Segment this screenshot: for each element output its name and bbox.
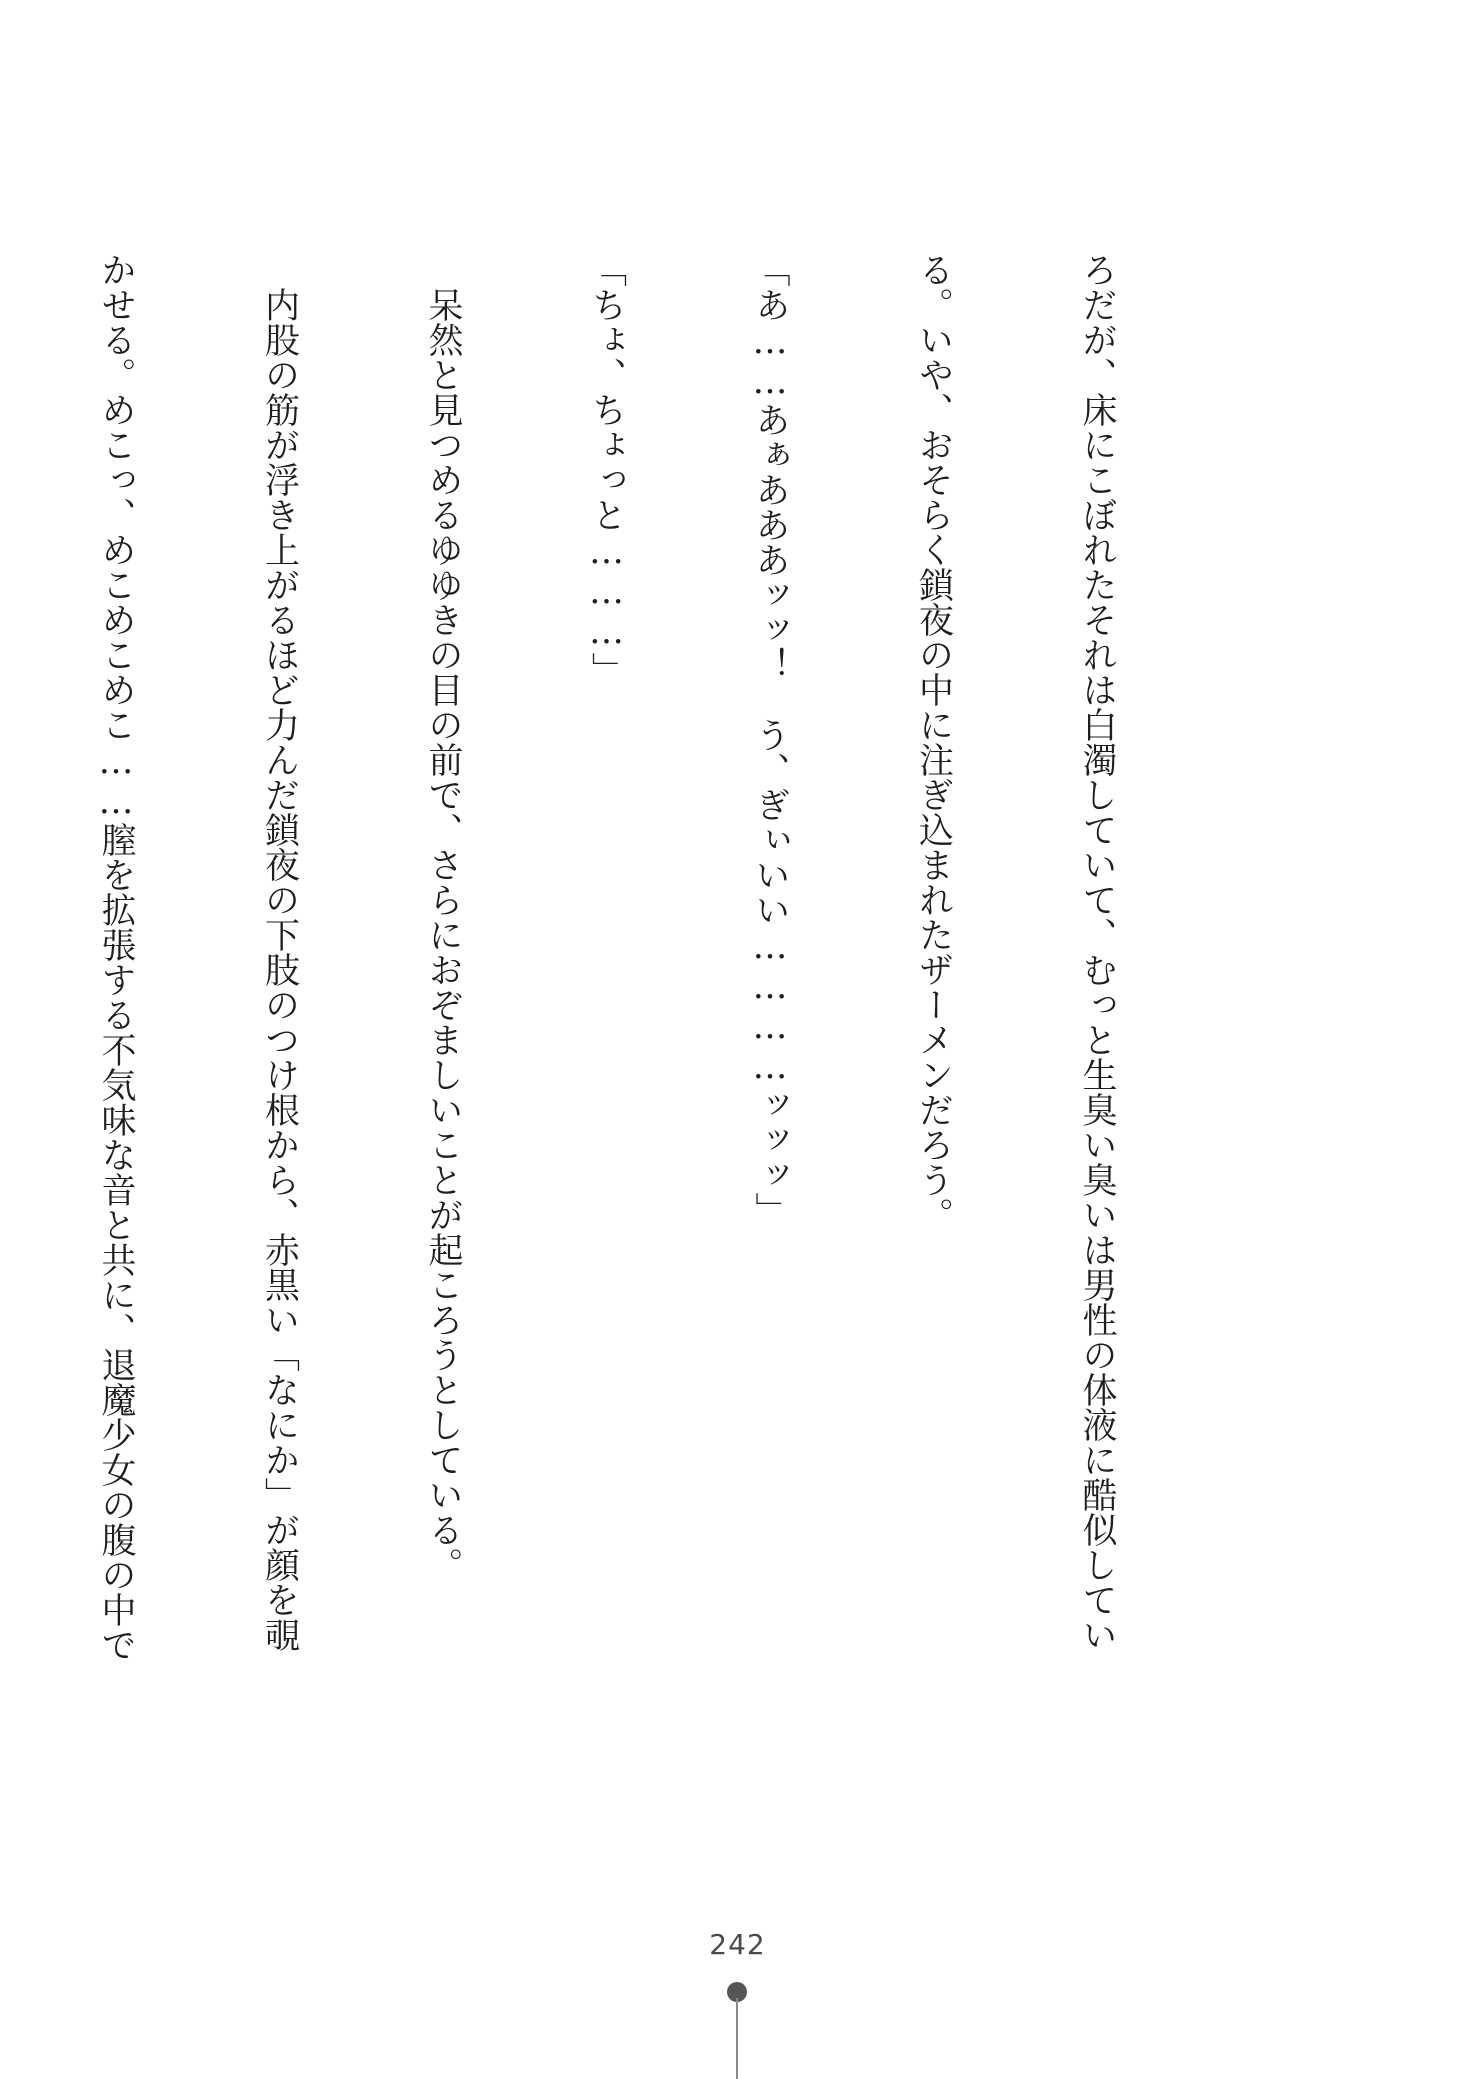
vertical-text-block xyxy=(96,252,1233,1722)
page-number: 242 xyxy=(709,1928,766,1961)
text-line-7: かせる。めこっ、めこめこめこ……膣を拡張する不気味な音と共に、退魔少女の腹の中で xyxy=(96,252,136,1662)
page-footer xyxy=(0,1928,1475,2079)
text-line-1: ろだが、床にこぼれたそれは白濁していて、むっと生臭い臭いは男性の体液に酷似してい xyxy=(1077,252,1117,1652)
text-line-3: 「あ……あぁあああッッ！ う、ぎぃいい…………ッッッ」 xyxy=(750,252,790,1227)
text-line-6: 内股の筋が浮き上がるほど力んだ鎖夜の下肢のつけ根から、赤黒い「なにか」が顔を覗 xyxy=(259,252,300,1652)
text-line-2: る。いや、おそらく鎖夜の中に注ぎ込まれたザーメンだろう。 xyxy=(913,252,954,1232)
page-marker-rule xyxy=(736,1998,738,2079)
text-line-5: 呆然と見つめるゆゆきの目の前で、さらにおぞましいことが起ころうとしている。 xyxy=(423,252,463,1582)
text-line-4: 「ちょ、ちょっと………」 xyxy=(586,252,627,687)
